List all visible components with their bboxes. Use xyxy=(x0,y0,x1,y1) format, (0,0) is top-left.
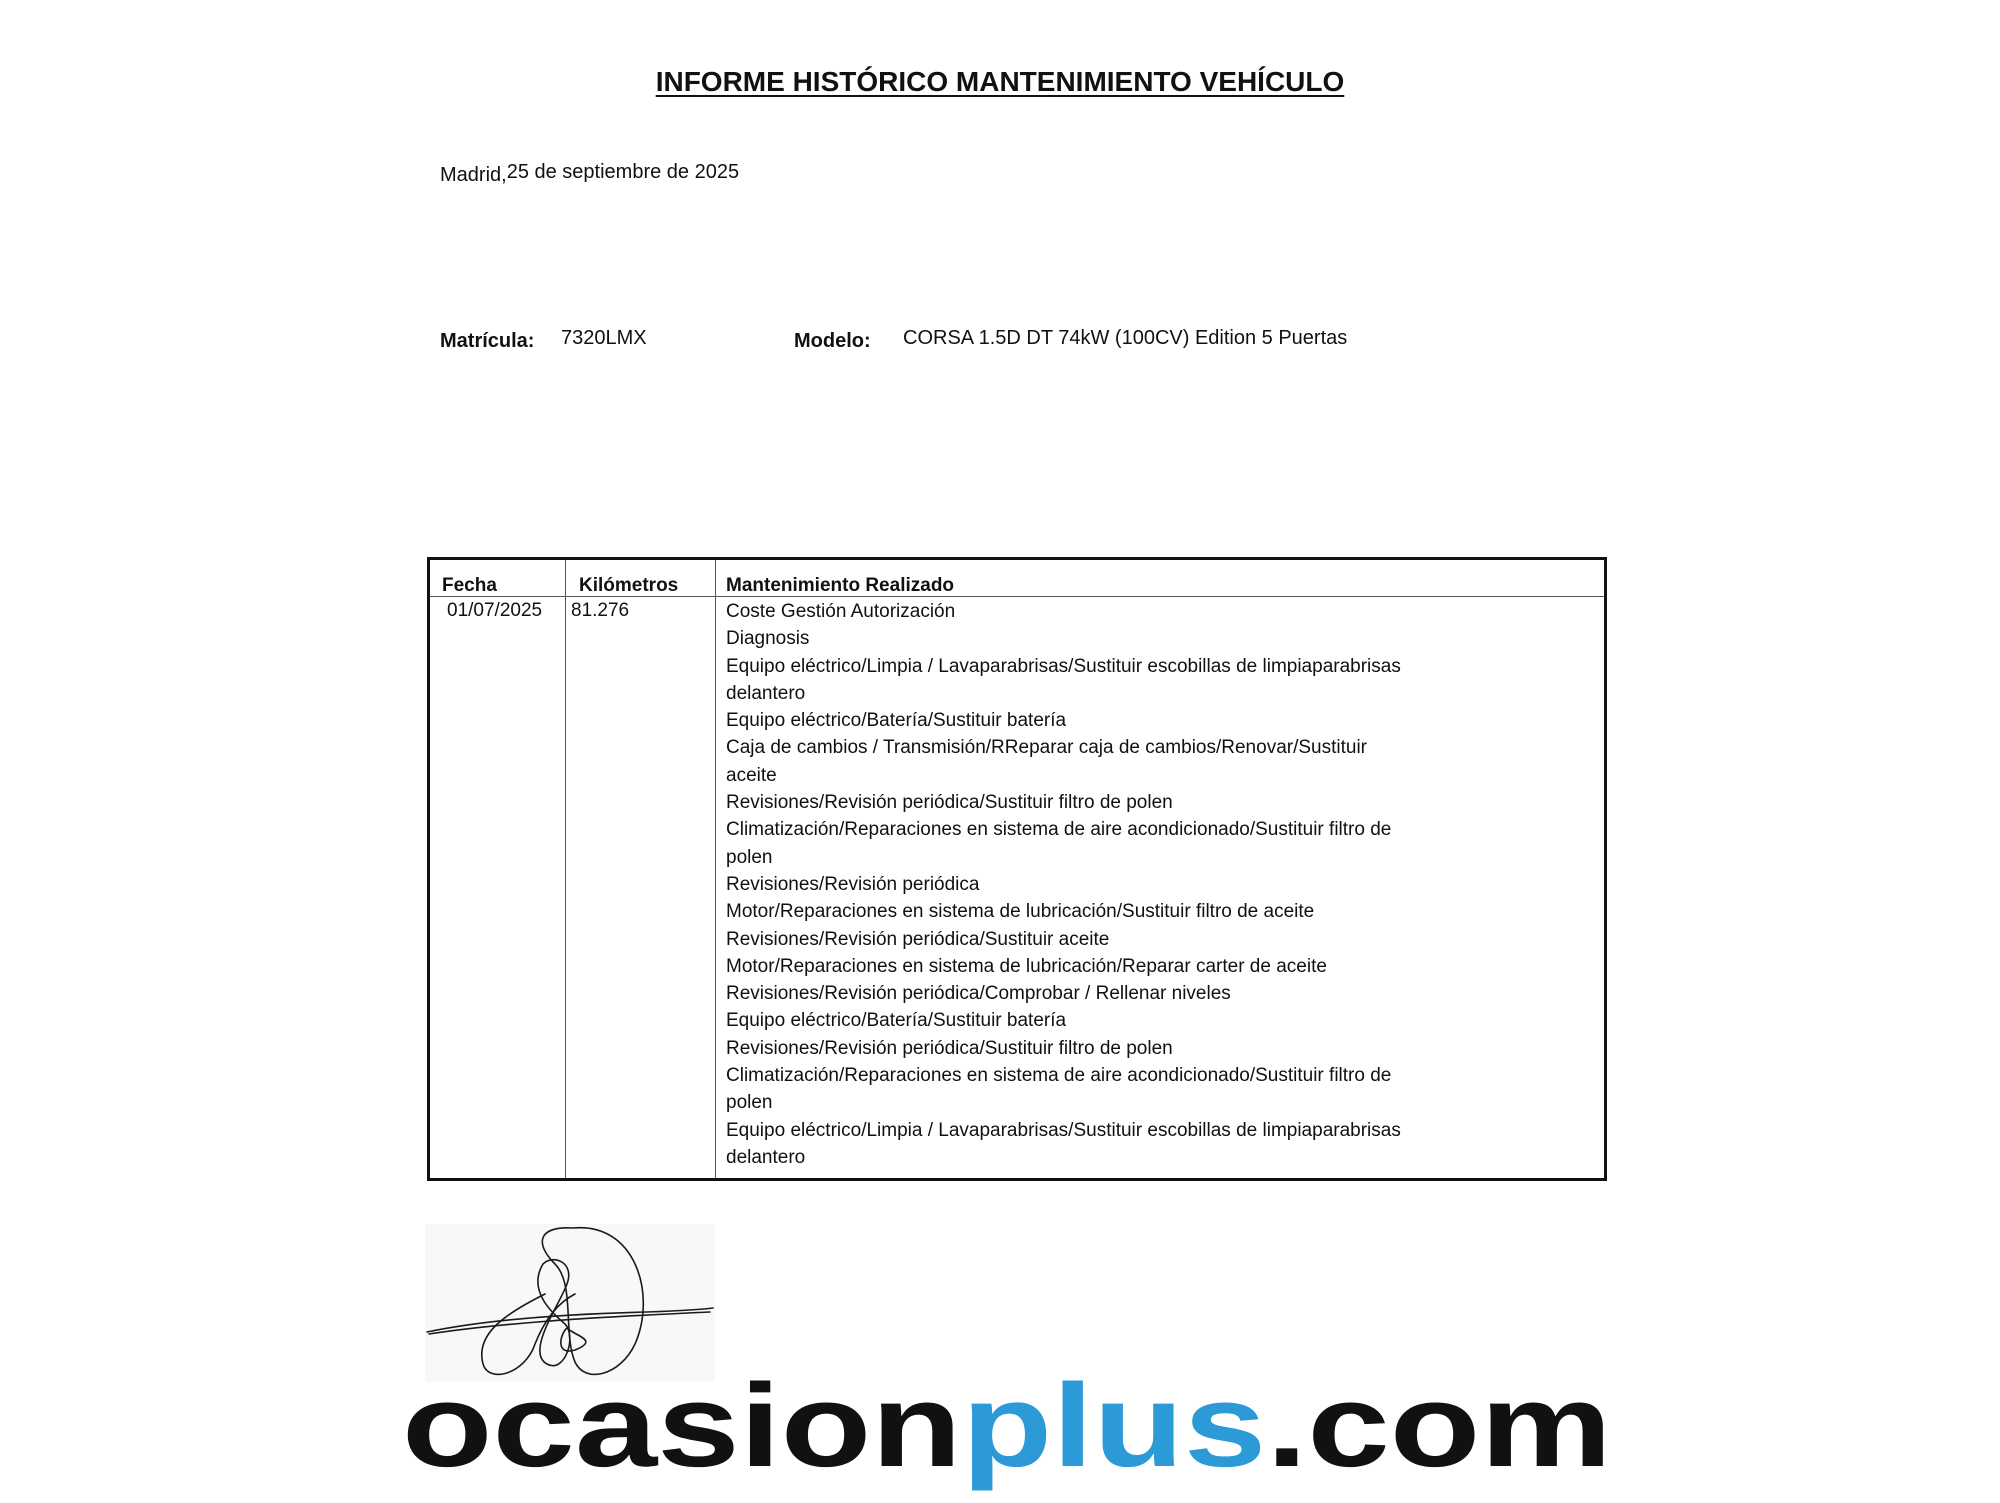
maintenance-line: Caja de cambios / Transmisión/RReparar caja de cambios/Renovar/Sustituir xyxy=(726,737,1367,759)
maintenance-line: delantero xyxy=(726,1146,806,1168)
logo-wordmark xyxy=(402,1378,1612,1498)
maintenance-line: Revisiones/Revisión periódica/Sustituir filtro de polen xyxy=(726,1037,1173,1059)
maintenance-line: Climatización/Reparaciones en sistema de aire acondicionado/Sustituir filtro de xyxy=(726,1065,1392,1087)
maintenance-line: Revisiones/Revisión periódica/Comprobar / Rellenar niveles xyxy=(726,983,1231,1005)
date-line xyxy=(440,161,739,184)
model-label: Modelo: xyxy=(794,330,871,352)
maintenance-line: Equipo eléctrico/Limpia / Lavaparabrisas/Sustituir escobillas de limpiaparabrisas xyxy=(726,1119,1401,1141)
maintenance-line: Motor/Reparaciones en sistema de lubricación/Sustituir filtro de aceite xyxy=(726,901,1315,923)
column-divider xyxy=(715,560,716,1178)
plate-label: Matrícula: xyxy=(440,330,535,352)
header-date: Fecha xyxy=(442,575,497,596)
report-date: 25 de septiembre de 2025 xyxy=(506,161,740,183)
maintenance-line: Revisiones/Revisión periódica xyxy=(726,873,980,895)
maintenance-line: Motor/Reparaciones en sistema de lubricación/Reparar carter de aceite xyxy=(726,955,1327,977)
maintenance-line: Equipo eléctrico/Batería/Sustituir batería xyxy=(726,1010,1067,1032)
logo-part-com: .com xyxy=(1266,1378,1542,1492)
maintenance-line: Revisiones/Revisión periódica/Sustituir filtro de polen xyxy=(726,792,1173,814)
logo-part-plus: plus xyxy=(961,1378,1205,1492)
header-maintenance: Mantenimiento Realizado xyxy=(726,575,955,596)
maintenance-table xyxy=(427,557,1607,1181)
ocasionplus-logo xyxy=(402,1378,1612,1498)
row-date: 01/07/2025 xyxy=(447,600,543,621)
maintenance-list xyxy=(726,598,1486,1171)
maintenance-line: Equipo eléctrico/Limpia / Lavaparabrisas/Sustituir escobillas de limpiaparabrisas xyxy=(726,655,1401,677)
maintenance-line: Revisiones/Revisión periódica/Sustituir aceite xyxy=(726,928,1110,950)
logo-part-ocasion: ocasion xyxy=(402,1378,848,1492)
maintenance-line: Equipo eléctrico/Batería/Sustituir batería xyxy=(726,710,1067,732)
signature xyxy=(425,1224,715,1382)
logo-text xyxy=(402,1378,1612,1492)
maintenance-line: Coste Gestión Autorización xyxy=(726,601,956,622)
city: Madrid, xyxy=(440,164,507,186)
maintenance-line: polen xyxy=(726,846,773,868)
column-divider xyxy=(565,560,566,1178)
maintenance-line: polen xyxy=(726,1092,773,1114)
model-value: CORSA 1.5D DT 74kW (100CV) Edition 5 Puertas xyxy=(903,327,1348,349)
header-km: Kilómetros xyxy=(579,575,679,596)
report-title: INFORME HISTÓRICO MANTENIMIENTO VEHÍCULO xyxy=(655,66,1345,97)
row-km: 81.276 xyxy=(571,600,630,621)
maintenance-line: Climatización/Reparaciones en sistema de aire acondicionado/Sustituir filtro de xyxy=(726,819,1392,841)
maintenance-line: aceite xyxy=(726,764,777,786)
maintenance-line: Diagnosis xyxy=(726,628,810,650)
signature-drawing xyxy=(425,1224,715,1382)
plate-value: 7320LMX xyxy=(561,327,647,349)
maintenance-line: delantero xyxy=(726,682,806,704)
